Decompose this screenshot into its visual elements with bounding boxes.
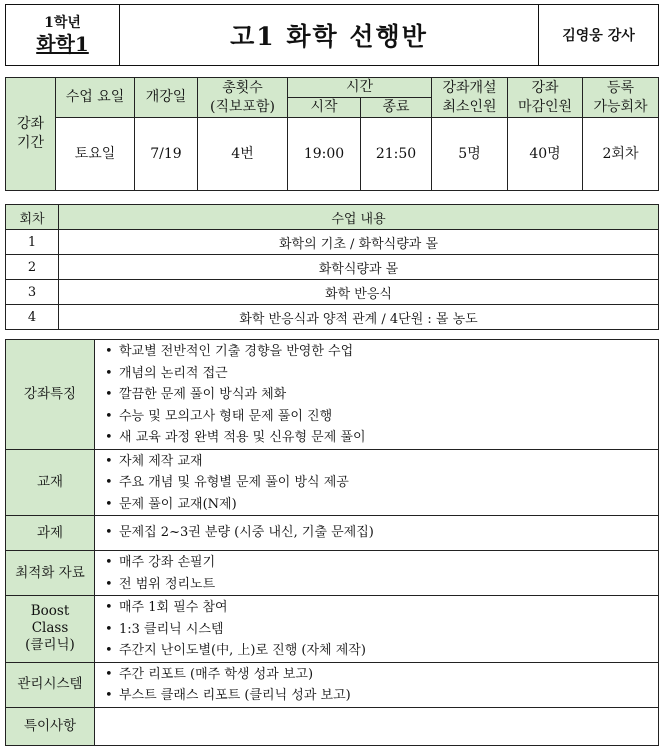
- feature-label: 과제: [6, 516, 95, 551]
- feature-item: • 자체 제작 교재: [105, 451, 658, 473]
- feature-item: • 주간 리포트 (매주 학생 성과 보고): [105, 664, 658, 686]
- value-sessions: 4번: [198, 118, 288, 191]
- feature-item: • 개념의 논리적 접근: [105, 363, 658, 385]
- value-time-start: 19:00: [288, 118, 361, 191]
- feature-item: • 전 범위 정리노트: [105, 574, 658, 596]
- grade-subject-cell: [6, 5, 120, 66]
- teacher-cell: [539, 5, 659, 66]
- feature-item: • 새 교육 과정 완벽 적용 및 신유형 문제 풀이: [105, 427, 658, 449]
- session-content: 화학 반응식: [59, 280, 659, 305]
- grade-label: 1학년: [44, 15, 81, 31]
- col-registrable: 등록 가능회차: [583, 78, 659, 118]
- feature-item: • 부스트 클래스 리포트 (클리닉 성과 보고): [105, 685, 658, 707]
- feature-item: • 주간지 난이도별(中, 上)로 진행 (자체 제작): [105, 640, 658, 662]
- session-number: 4: [6, 305, 59, 330]
- col-min-students: 강좌개설 최소인원: [432, 78, 508, 118]
- value-time-end: 21:50: [361, 118, 432, 191]
- feature-item: • 매주 강좌 손필기: [105, 552, 658, 574]
- col-max-students: 강좌 마감인원: [508, 78, 583, 118]
- feature-row-materials: [6, 551, 659, 596]
- feature-content: [95, 596, 659, 663]
- title-cell: [120, 5, 539, 66]
- feature-item: • 주요 개념 및 유형별 문제 풀이 방식 제공: [105, 472, 658, 494]
- feature-item: • 문제집 2~3권 분량 (시중 내신, 기출 문제집): [105, 522, 658, 544]
- header-table: [5, 4, 659, 66]
- notes-content: [95, 707, 659, 746]
- col-session-no: 회차: [6, 205, 59, 230]
- table-row: [6, 255, 659, 280]
- feature-row-course: [6, 340, 659, 450]
- feature-label: 최적화 자료: [6, 551, 95, 596]
- feature-item: • 학교별 전반적인 기출 경향을 반영한 수업: [105, 341, 658, 363]
- session-content: 화학식량과 몰: [59, 255, 659, 280]
- value-min-students: 5명: [432, 118, 508, 191]
- course-period-label: 강좌 기간: [6, 78, 56, 191]
- feature-content: [95, 340, 659, 450]
- value-day: 토요일: [56, 118, 135, 191]
- col-time: 시간: [288, 78, 432, 98]
- feature-item: • 깔끔한 문제 풀이 방식과 체화: [105, 384, 658, 406]
- feature-item: • 1:3 클리닉 시스템: [105, 619, 658, 641]
- feature-item: • 문제 풀이 교재(N제): [105, 494, 658, 516]
- feature-content: [95, 551, 659, 596]
- col-time-end: 종료: [361, 98, 432, 118]
- feature-content: [95, 662, 659, 707]
- feature-content: [95, 516, 659, 551]
- session-content: 화학 반응식과 양적 관계 / 4단원 : 몰 농도: [59, 305, 659, 330]
- col-sessions: 총횟수 (직보포함): [198, 78, 288, 118]
- col-session-content: 수업 내용: [59, 205, 659, 230]
- feature-content: [95, 449, 659, 516]
- session-number: 2: [6, 255, 59, 280]
- teacher-name: 김영웅 강사: [562, 28, 635, 44]
- feature-row-management: [6, 662, 659, 707]
- col-start-date: 개강일: [135, 78, 198, 118]
- sessions-table: [5, 204, 659, 330]
- feature-label: 강좌특징: [6, 340, 95, 450]
- feature-item: • 매주 1회 필수 참여: [105, 597, 658, 619]
- feature-item: • 수능 및 모의고사 형태 문제 풀이 진행: [105, 406, 658, 428]
- feature-label: 관리시스템: [6, 662, 95, 707]
- feature-row-textbook: [6, 449, 659, 516]
- value-registrable: 2회차: [583, 118, 659, 191]
- feature-label: 교재: [6, 449, 95, 516]
- value-start-date: 7/19: [135, 118, 198, 191]
- table-row: [6, 305, 659, 330]
- feature-label: Boost Class (클리닉): [6, 596, 95, 663]
- feature-label: 특이사항: [6, 707, 95, 746]
- session-number: 1: [6, 230, 59, 255]
- feature-row-boost-class: [6, 596, 659, 663]
- feature-row-homework: [6, 516, 659, 551]
- feature-row-notes: [6, 707, 659, 746]
- course-info-table: [5, 77, 659, 191]
- value-max-students: 40명: [508, 118, 583, 191]
- session-number: 3: [6, 280, 59, 305]
- table-row: [6, 230, 659, 255]
- features-table: [5, 339, 659, 746]
- col-time-start: 시작: [288, 98, 361, 118]
- page-title: 고1 화학 선행반: [230, 22, 428, 51]
- table-row: [6, 280, 659, 305]
- subject-label: 화학1: [36, 32, 89, 56]
- session-content: 화학의 기초 / 화학식량과 몰: [59, 230, 659, 255]
- col-day: 수업 요일: [56, 78, 135, 118]
